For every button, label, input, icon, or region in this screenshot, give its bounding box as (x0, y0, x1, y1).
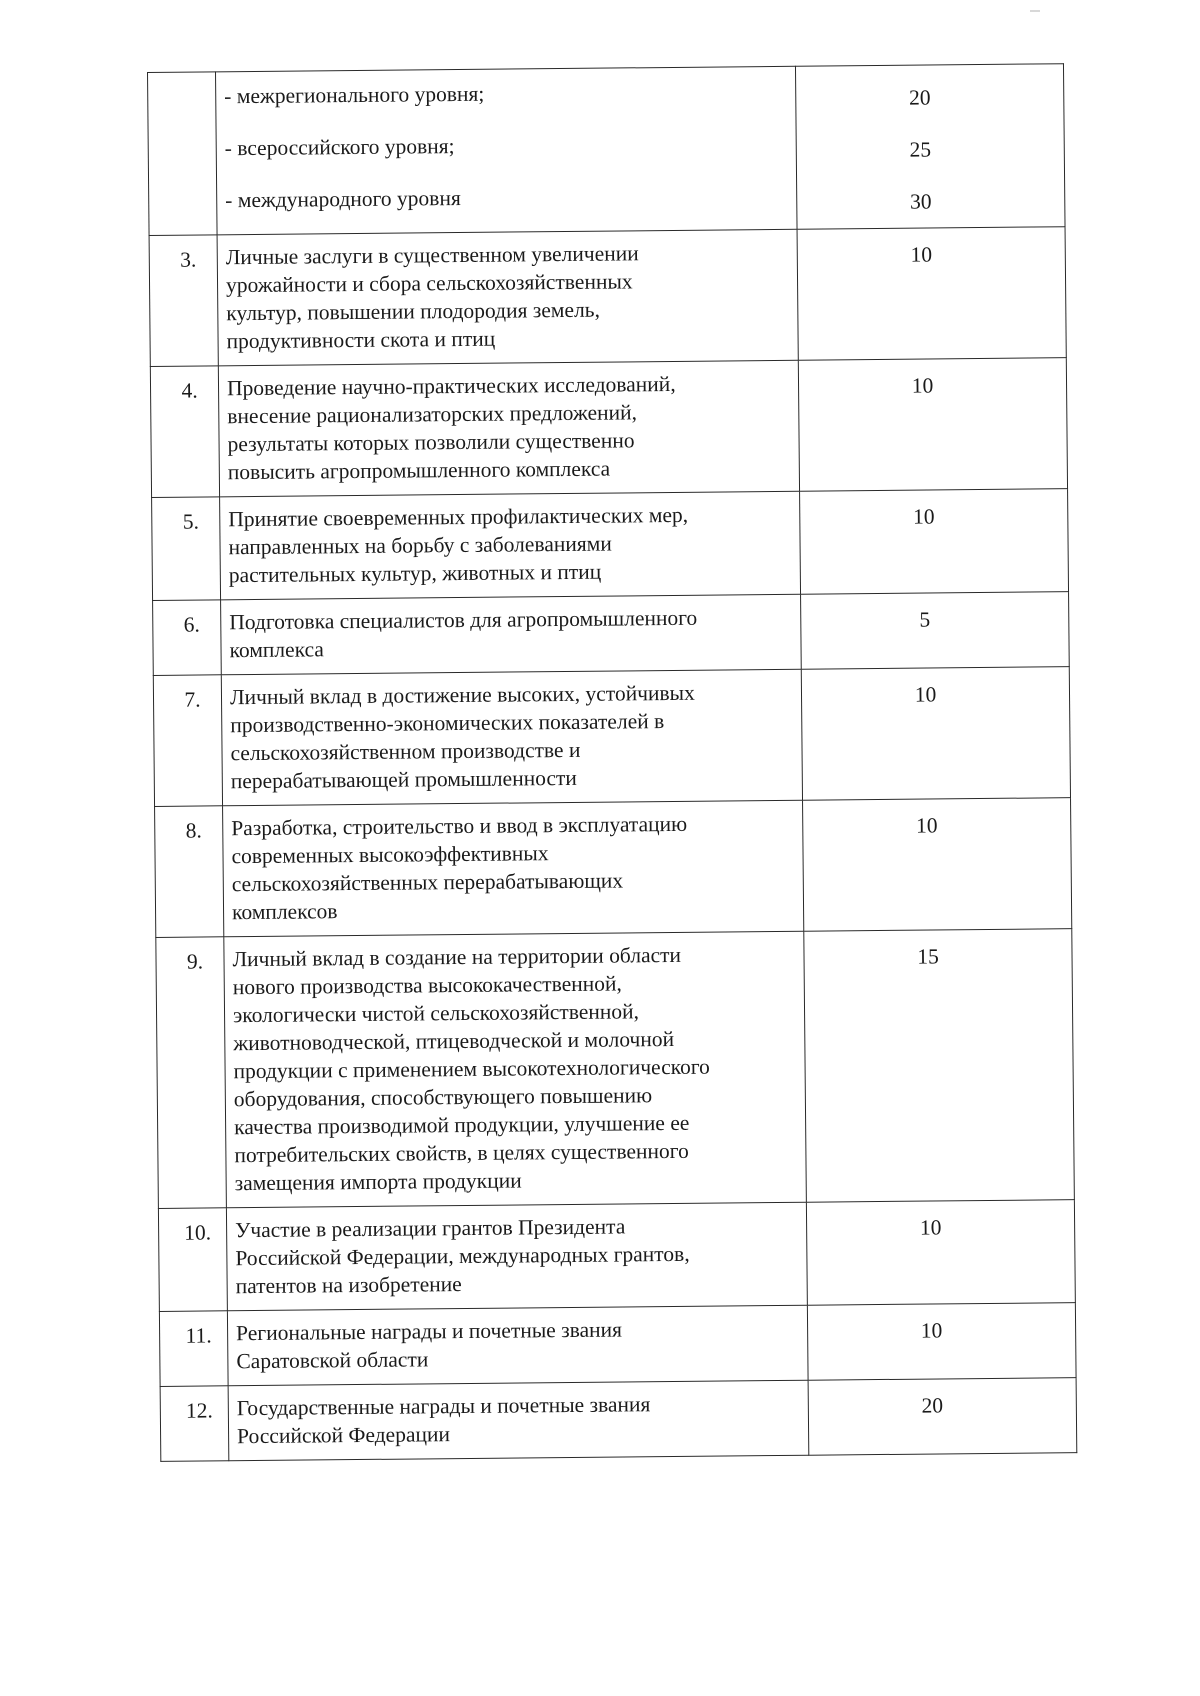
criterion-text-line: оборудования, способствующего повышению (233, 1083, 653, 1112)
table-row (155, 798, 1072, 938)
row-description-cell (221, 669, 802, 806)
criterion-text-line: продукции с применением высокотехнологического (233, 1054, 710, 1084)
row-number: 7. (184, 687, 201, 712)
row-description-cell (224, 931, 807, 1208)
criterion-text-line: нового производства высококачественной, (232, 971, 622, 1000)
row-score-cell (803, 798, 1072, 932)
row-number: 11. (185, 1323, 212, 1348)
sub-criterion-score: 20 (908, 85, 931, 110)
row-number-cell (156, 937, 227, 1209)
criterion-text-line: сельскохозяйственном производстве и (230, 737, 581, 766)
criterion-text-line: Саратовской области (236, 1347, 429, 1374)
row-score-cell (806, 1200, 1075, 1306)
criterion-text-line: Российской Федерации, международных грантов, (235, 1241, 690, 1271)
row-score-cell (798, 358, 1067, 492)
criterion-text-line: современных высокоэффективных (231, 841, 549, 869)
criterion-text-line: сельскохозяйственных перерабатывающих (231, 868, 624, 897)
scan-artifact (1030, 10, 1040, 12)
row-description-cell (223, 800, 804, 937)
row-description-cell (226, 1202, 807, 1311)
criterion-score: 10 (910, 242, 933, 267)
sub-criterion-label: - международного уровня (225, 185, 461, 213)
row-number-cell (160, 1386, 229, 1462)
row-score-cell (797, 227, 1066, 361)
sub-criterion-score: 25 (909, 137, 932, 162)
row-number: 12. (185, 1398, 213, 1423)
criterion-text-line: культур, повышении плодородия земель, (226, 297, 601, 326)
row-description-cell (221, 594, 802, 675)
criterion-text-line: замещения импорта продукции (234, 1168, 522, 1196)
row-number-cell (153, 600, 222, 676)
row-score-cell (804, 929, 1075, 1203)
table-row (152, 489, 1069, 601)
criteria-table-body (148, 64, 1077, 1462)
criterion-text-line: Личные заслуги в существенном увеличении (225, 241, 639, 270)
criterion-text-line: Личный вклад в достижение высоких, устойчивых (229, 680, 695, 710)
sub-criterion-label: - межрегионального уровня; (224, 81, 485, 109)
row-number-cell (152, 497, 221, 601)
criterion-text-line: комплекса (229, 637, 325, 663)
criteria-table (147, 63, 1077, 1462)
row-number-cell (149, 235, 218, 367)
table-row (149, 227, 1066, 367)
row-score-cell (808, 1378, 1077, 1456)
criterion-text-line: Принятие своевременных профилактических мер, (228, 502, 689, 532)
criterion-text-line: экологически чистой сельскохозяйственной, (232, 999, 640, 1028)
row-score-cell (795, 64, 1065, 230)
criterion-text-line: перерабатывающей промышленности (230, 765, 577, 794)
row-number-cell (155, 806, 224, 938)
criterion-text-line: Участие в реализации грантов Президента (235, 1214, 626, 1243)
criterion-score: 10 (914, 682, 937, 707)
criterion-text-line: Государственные награды и почетные звания (236, 1392, 651, 1421)
row-number-cell (148, 72, 218, 236)
row-description-cell (228, 1380, 809, 1461)
sub-criterion-score: 30 (909, 189, 932, 214)
table-row (153, 667, 1070, 807)
criterion-score: 15 (917, 944, 939, 969)
row-number: 9. (186, 949, 204, 974)
row-description-cell (217, 229, 798, 366)
table-row-continuation (148, 64, 1066, 236)
row-number-cell (158, 1208, 227, 1312)
criterion-text-line: животноводческой, птицеводческой и молочной (233, 1026, 675, 1056)
table-row (159, 1303, 1076, 1387)
row-score-cell (801, 667, 1070, 801)
row-number: 10. (184, 1220, 212, 1245)
row-number-cell (153, 675, 222, 807)
row-description-cell (220, 491, 801, 600)
row-description-cell (227, 1305, 808, 1386)
row-number: 8. (185, 818, 202, 843)
criterion-text-line: результаты которых позволили существенно (227, 428, 635, 457)
row-score-cell (807, 1303, 1076, 1381)
row-description-cell (218, 360, 799, 497)
criterion-text-line: Личный вклад в создание на территории области (232, 942, 682, 972)
criterion-text-line: направленных на борьбу с заболеваниями (228, 531, 612, 560)
row-number: 5. (182, 509, 199, 534)
row-number-cell (150, 366, 219, 498)
criterion-text-line: Разработка, строительство и ввод в эксплуатацию (231, 811, 688, 841)
criterion-score: 10 (919, 1215, 942, 1240)
criterion-text-line: Российской Федерации (236, 1422, 451, 1449)
row-score-cell (800, 489, 1069, 595)
table-row (158, 1200, 1075, 1312)
row-description-cell (216, 66, 798, 235)
row-number-cell (159, 1311, 228, 1387)
criterion-score: 20 (921, 1393, 944, 1418)
row-score-cell (801, 592, 1070, 670)
criterion-text-line: урожайности и сбора сельскохозяйственных (225, 269, 633, 298)
criterion-score: 5 (919, 607, 931, 632)
criterion-text-line: Проведение научно-практических исследований, (226, 371, 676, 401)
criterion-text-line: патентов на изобретение (235, 1272, 462, 1299)
table-row (160, 1378, 1077, 1462)
criterion-text-line: потребительских свойств, в целях существенного (234, 1138, 689, 1168)
row-number: 4. (181, 378, 198, 403)
table-row (156, 929, 1075, 1209)
criterion-text-line: внесение рационализаторских предложений, (227, 400, 638, 429)
criterion-text-line: повысить агропромышленного комплекса (227, 456, 611, 485)
criterion-text-line: Региональные награды и почетные звания (235, 1317, 623, 1346)
row-number: 6. (183, 612, 200, 637)
row-number: 3. (180, 247, 197, 272)
criterion-text-line: производственно-экономических показателей в (230, 709, 665, 738)
criterion-score: 10 (920, 1318, 943, 1343)
table-row (153, 592, 1070, 676)
sub-criterion-label: - всероссийского уровня; (224, 134, 455, 161)
table-row (150, 358, 1067, 498)
criterion-text-line: растительных культур, животных и птиц (228, 559, 602, 588)
criterion-score: 10 (912, 504, 935, 529)
criterion-text-line: продуктивности скота и птиц (226, 326, 496, 354)
criterion-score: 10 (915, 813, 938, 838)
criterion-score: 10 (911, 373, 934, 398)
criterion-text-line: Подготовка специалистов для агропромышленного (229, 605, 698, 635)
criterion-text-line: качества производимой продукции, улучшение ее (234, 1110, 690, 1140)
criterion-text-line: комплексов (231, 899, 338, 925)
